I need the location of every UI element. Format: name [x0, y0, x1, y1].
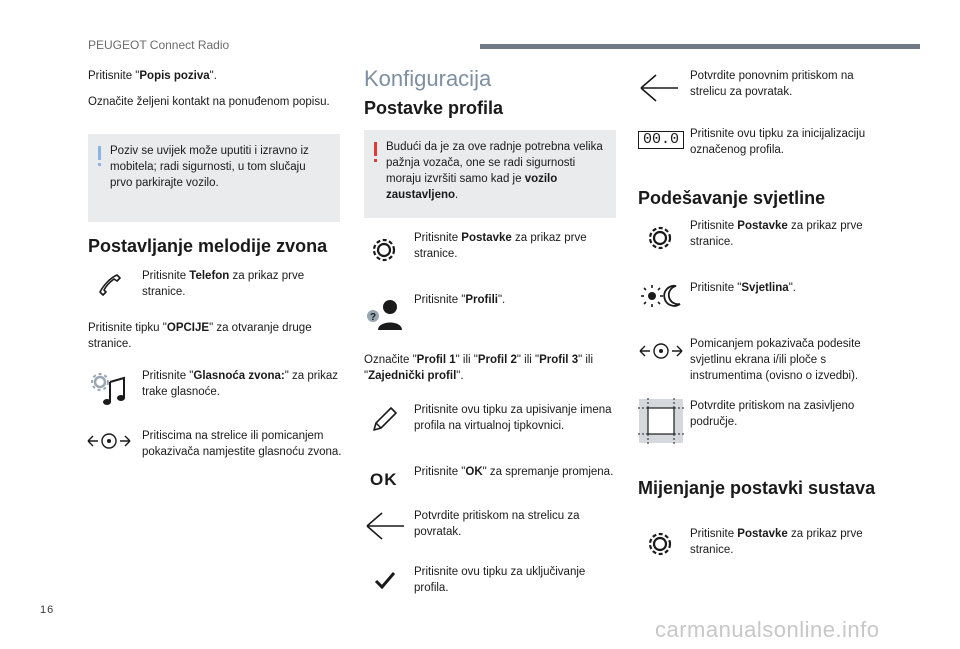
step-confirm-grey: Potvrdite pritiskom na zasivljeno područje. — [690, 400, 855, 428]
heading-system-settings: Mijenjanje postavki sustava — [638, 478, 876, 498]
step-phone: Pritisnite Telefon za prikaz prve stranice. — [142, 270, 305, 298]
header-title: PEUGEOT Connect Radio — [88, 38, 230, 52]
gear-icon — [370, 236, 398, 264]
heading-ringtone: Postavljanje melodije zvona — [88, 236, 328, 256]
step-adjust-brightness: Pomicanjem pokazivača podesite svjetlinu ekrana i/ili ploče s instrumentima (ovisno o izvedbi). — [690, 338, 861, 382]
step-save: Pritisnite "OK" za spremanje promjena. — [414, 466, 614, 478]
step-back: Potvrdite pritiskom na strelicu za povratak. — [414, 510, 580, 538]
step-edit-name: Pritisnite ovu tipku za upisivanje imena profila na virtualnoj tipkovnici. — [414, 404, 612, 432]
slider-arrows-icon — [86, 430, 132, 452]
ok-icon: OK — [370, 470, 398, 489]
brightness-icon — [640, 282, 684, 310]
pencil-icon — [370, 404, 400, 434]
svg-text:?: ? — [370, 312, 377, 323]
grey-area-icon — [638, 398, 684, 444]
music-note-icon — [90, 372, 130, 408]
info-icon-dot — [98, 163, 101, 166]
step-ringtone-volume: Pritisnite "Glasnoća zvona:" za prikaz trake glasnoće. — [142, 370, 339, 398]
checkmark-icon — [374, 570, 396, 590]
heading-profile-settings: Postavke profila — [364, 98, 504, 118]
step-adjust-volume: Pritiscima na strelice ili pomicanjem pokazivača namjestite glasnoću zvona. — [142, 430, 342, 458]
gear-icon — [646, 530, 674, 558]
back-arrow-icon — [364, 510, 406, 542]
phone-icon — [97, 272, 123, 296]
left-paragraph-1: Pritisnite "Popis poziva". — [88, 70, 217, 82]
info-note — [88, 134, 340, 222]
header-bar — [480, 44, 920, 49]
warning-icon-dot — [374, 159, 377, 162]
warning-icon-bar — [374, 142, 377, 156]
watermark: carmanualsonline.info — [655, 617, 880, 642]
info-icon-bar — [98, 146, 101, 160]
step-reset-profile: Pritisnite ovu tipku za inicijalizaciju označenog profila. — [690, 128, 866, 156]
warning-note-text: Budući da je za ove radnje potrebna velika pažnja vozača, one se radi sigurnosti moraju izvršiti samo kad je vozilo zaustavljeno. — [386, 141, 603, 201]
step-back-again: Potvrdite ponovnim pritiskom na strelicu za povratak. — [690, 70, 854, 98]
step-activate-profile: Pritisnite ovu tipku za uključivanje profila. — [414, 566, 586, 594]
left-paragraph-3: Pritisnite tipku "OPCIJE" za otvaranje druge stranice. — [88, 322, 312, 350]
slider-arrows-icon — [638, 340, 684, 362]
page-number: 16 — [40, 604, 55, 616]
heading-brightness: Podešavanje svjetline — [638, 188, 826, 208]
gear-icon — [646, 224, 674, 252]
step-brightness: Pritisnite "Svjetlina". — [690, 282, 796, 294]
info-note-text: Poziv se uvijek može uputiti i izravno iz mobitela; radi sigurnosti, u tom slučaju prvo parkirajte vozilo. — [110, 145, 309, 189]
step-profiles: Pritisnite "Profili". — [414, 294, 506, 306]
step-settings-brightness: Pritisnite Postavke za prikaz prve stranice. — [690, 220, 863, 248]
reset-badge: 00.0 — [638, 131, 684, 149]
step-settings-system: Pritisnite Postavke za prikaz prve stranice. — [690, 528, 863, 556]
warning-note — [364, 130, 616, 218]
left-paragraph-2: Označite željeni kontakt na ponuđenom popisu. — [88, 96, 330, 108]
step-settings: Pritisnite Postavke za prikaz prve stranice. — [414, 232, 587, 260]
section-title-configuration: Konfiguracija — [364, 66, 492, 91]
profile-icon — [364, 296, 406, 332]
select-profile-paragraph: Označite "Profil 1" ili "Profil 2" ili "Profil 3" ili "Zajednički profil". — [364, 354, 594, 382]
back-arrow-icon — [638, 72, 680, 104]
